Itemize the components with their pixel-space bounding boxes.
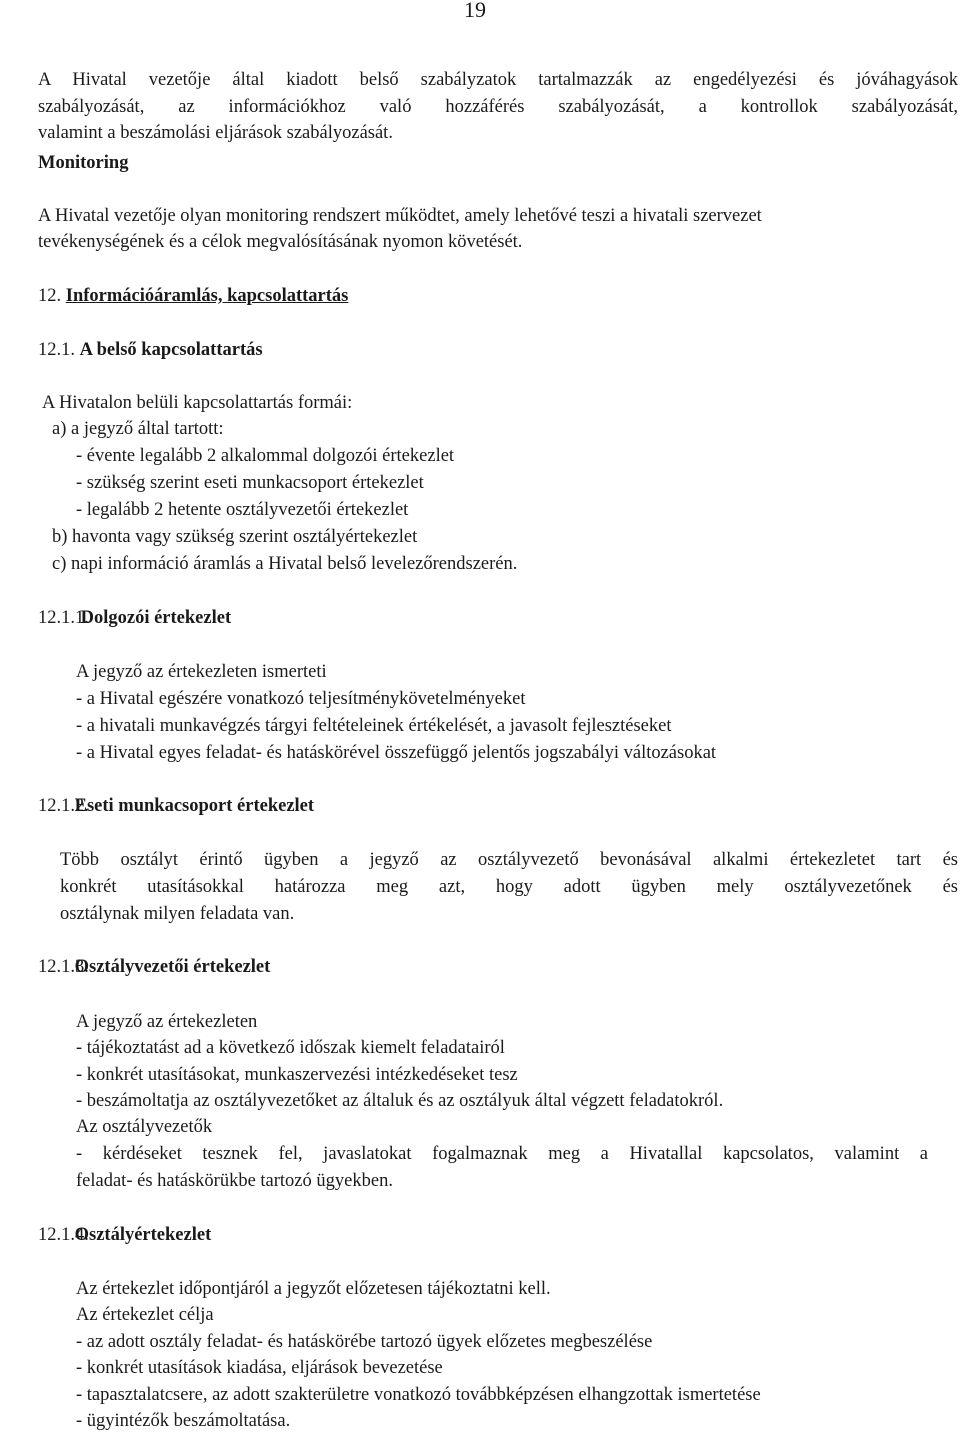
body-line: feladat- és hatáskörükbe tartozó ügyekben.	[76, 1171, 393, 1191]
section-12-1-1-heading	[38, 607, 231, 629]
section-title: Információáramlás, kapcsolattartás	[65, 286, 349, 306]
list-item: - szükség szerint eseti munkacsoport értekezlet	[76, 473, 424, 493]
body-line: osztálynak milyen feladata van.	[60, 904, 295, 924]
body-line: - konkrét utasítások kiadása, eljárások bevezetése	[76, 1358, 443, 1378]
monitoring-line-2: tevékenységének és a célok megvalósításának nyomon követését.	[38, 232, 523, 252]
list-item: c) napi információ áramlás a Hivatal belső levelezőrendszerén.	[52, 554, 518, 574]
body-line: - az adott osztály feladat- és hatáskörébe tartozó ügyek előzetes megbeszélése	[76, 1332, 653, 1352]
monitoring-line-1: A Hivatal vezetője olyan monitoring rendszert működtet, amely lehetővé teszi a hivatali szervezet	[38, 206, 762, 226]
section-title: A belső kapcsolattartás	[79, 340, 263, 360]
intro-line-2: szabályozását, az információkhoz való hozzáférés szabályozását, a kontrollok szabályozását,	[38, 97, 958, 117]
body-line: Több osztályt érintő ügyben a jegyző az osztályvezető bevonásával alkalmi értekezletet tart és	[60, 850, 958, 870]
body-line: - a hivatali munkavégzés tárgyi feltételeinek értékelését, a javasolt fejlesztéseket	[76, 716, 672, 736]
section-12-1-3-heading	[38, 956, 270, 978]
body-line: A jegyző az értekezleten ismerteti	[76, 662, 327, 682]
body-line: konkrét utasításokkal határozza meg azt, hogy adott ügyben mely osztályvezetőnek és	[60, 877, 958, 897]
section-number: 12.1.	[38, 340, 75, 360]
section-number: 12.1.3.	[38, 957, 89, 977]
page-number: 19	[464, 0, 486, 22]
monitoring-heading: Monitoring	[38, 153, 129, 173]
body-line: - beszámoltatja az osztályvezetőket az általuk és az osztályuk által végzett feladatokról.	[76, 1091, 724, 1111]
body-line: - konkrét utasításokat, munkaszervezési intézkedéseket tesz	[76, 1065, 518, 1085]
intro-line-1: A Hivatal vezetője által kiadott belső szabályzatok tartalmazzák az engedélyezési és jóváhagyások	[38, 70, 958, 90]
intro-line-3: valamint a beszámolási eljárások szabályozását.	[38, 123, 393, 143]
body-line: - tájékoztatást ad a következő időszak kiemelt feladatairól	[76, 1038, 505, 1058]
body-line: - tapasztalatcsere, az adott szakterületre vonatkozó továbbképzésen elhangzottak ismertetése	[76, 1385, 761, 1405]
section-number: 12.1.4.	[38, 1225, 89, 1245]
section-12-heading	[38, 285, 348, 307]
body-line: - a Hivatal egészére vonatkozó teljesítménykövetelményeket	[76, 689, 526, 709]
section-12-1-4-heading	[38, 1224, 211, 1246]
body-line: - ügyintézők beszámoltatása.	[76, 1411, 291, 1431]
section-title: Dolgozói értekezlet	[80, 608, 232, 628]
list-item: - legalább 2 hetente osztályvezetői értekezlet	[76, 500, 409, 520]
body-line: A jegyző az értekezleten	[76, 1012, 258, 1032]
body-line: - a Hivatal egyes feladat- és hatáskörével összefüggő jelentős jogszabályi változásokat	[76, 743, 717, 763]
list-item: a) a jegyző által tartott:	[52, 419, 224, 439]
list-item: b) havonta vagy szükség szerint osztályértekezlet	[52, 527, 418, 547]
section-12-1-heading	[38, 339, 263, 361]
body-line: - kérdéseket tesznek fel, javaslatokat fogalmaznak meg a Hivatallal kapcsolatos, valamint a	[76, 1144, 928, 1164]
section-title: Eseti munkacsoport értekezlet	[74, 796, 315, 816]
section-12-1-2-heading	[38, 795, 314, 817]
section-title: Osztályértekezlet	[74, 1225, 212, 1245]
section-number: 12.1.2.	[38, 796, 89, 816]
body-line: Az osztályvezetők	[76, 1117, 213, 1137]
body-line: Az értekezlet célja	[76, 1305, 214, 1325]
section-12-1-intro: A Hivatalon belüli kapcsolattartás formái:	[42, 393, 353, 413]
list-item: - évente legalább 2 alkalommal dolgozói értekezlet	[76, 446, 455, 466]
body-line: Az értekezlet időpontjáról a jegyzőt előzetesen tájékoztatni kell.	[76, 1279, 551, 1299]
section-number: 12.	[38, 286, 62, 306]
section-number: 12.1.1.	[38, 608, 89, 628]
section-title: Osztályvezetői értekezlet	[74, 957, 271, 977]
